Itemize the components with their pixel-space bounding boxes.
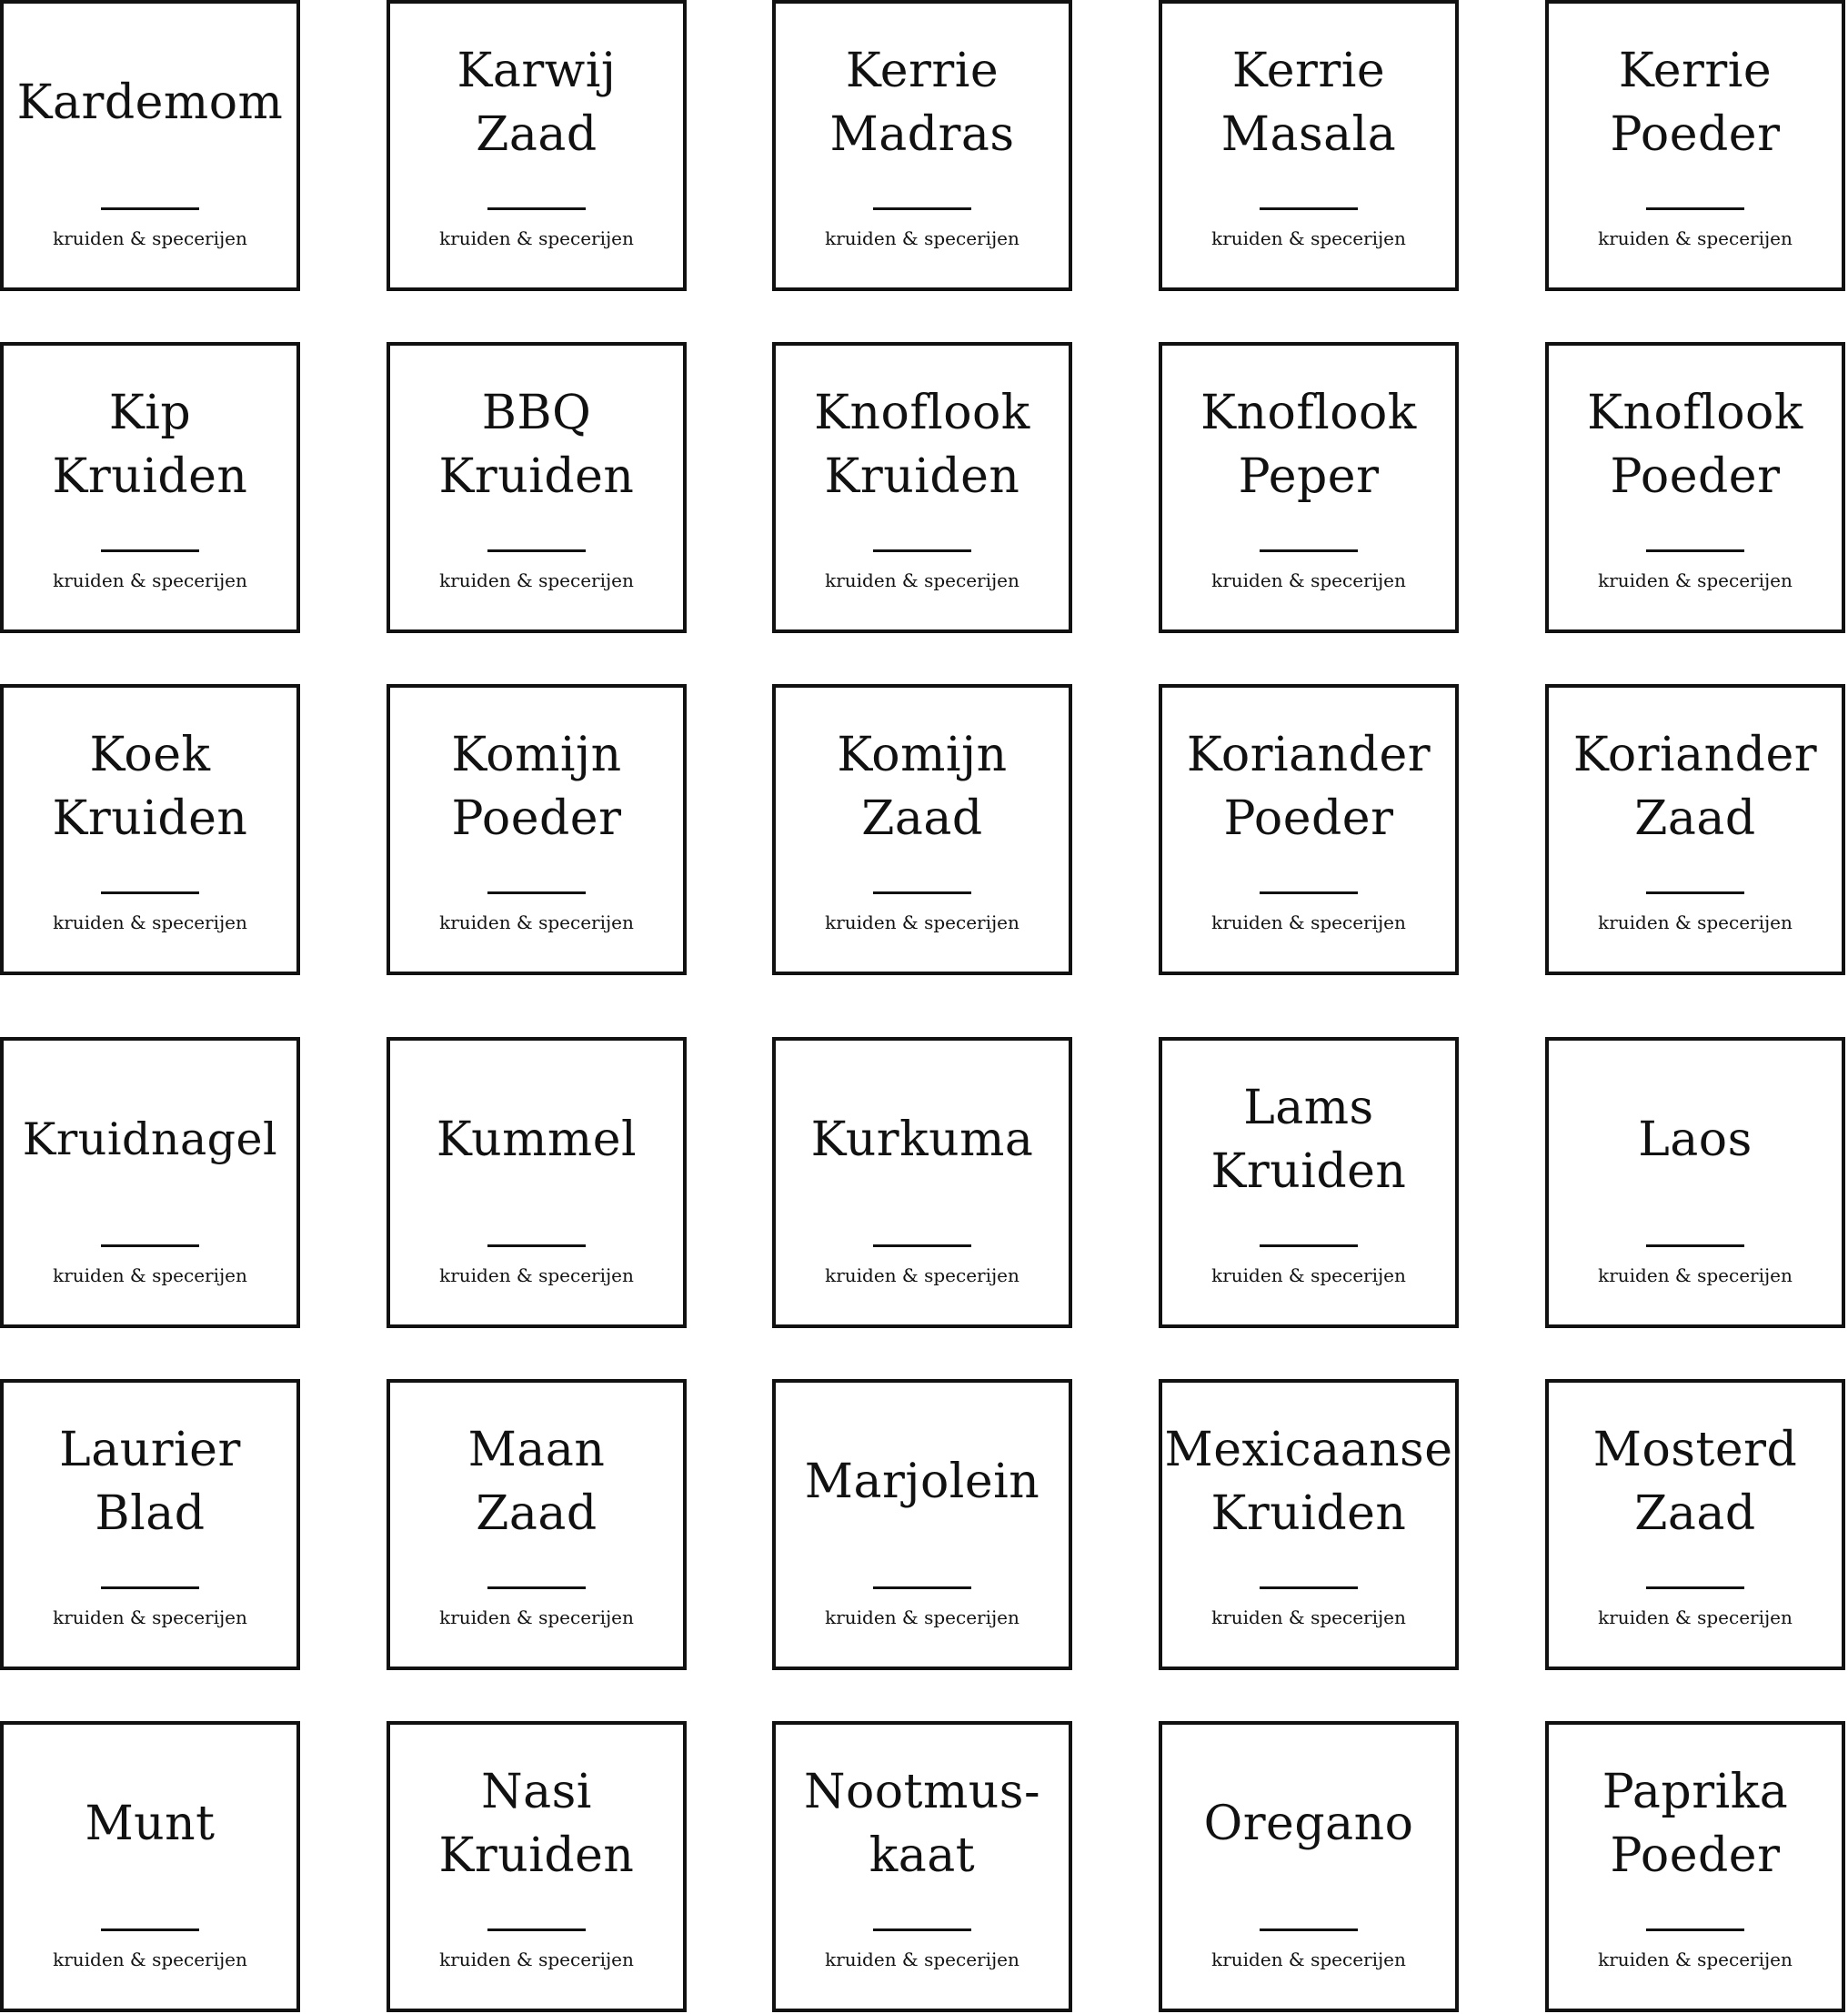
divider-line bbox=[1646, 891, 1744, 894]
divider-line bbox=[873, 207, 971, 210]
divider-line bbox=[1260, 1928, 1358, 1931]
spice-name: Kerrie Poeder bbox=[1610, 44, 1781, 162]
divider-line bbox=[1646, 1586, 1744, 1589]
spice-label bbox=[1545, 1721, 1845, 2012]
spice-name: Kummel bbox=[436, 1113, 638, 1167]
spice-name: Lams Kruiden bbox=[1210, 1081, 1407, 1199]
divider-line bbox=[1646, 1928, 1744, 1931]
label-subtitle: kruiden & specerijen bbox=[439, 1949, 634, 1970]
label-subtitle: kruiden & specerijen bbox=[1598, 911, 1793, 933]
spice-name: Mosterd Zaad bbox=[1592, 1423, 1798, 1541]
spice-name: Kurkuma bbox=[810, 1113, 1034, 1167]
divider-line bbox=[101, 1928, 199, 1931]
label-subtitle: kruiden & specerijen bbox=[53, 1606, 247, 1628]
spice-label bbox=[387, 0, 687, 291]
spice-label bbox=[0, 0, 300, 291]
label-subtitle: kruiden & specerijen bbox=[439, 1606, 634, 1628]
divider-line bbox=[487, 549, 586, 552]
spice-label bbox=[1159, 1037, 1459, 1328]
divider-line bbox=[1260, 207, 1358, 210]
spice-name: Koriander Poeder bbox=[1186, 728, 1431, 846]
spice-label bbox=[387, 342, 687, 633]
divider-line bbox=[487, 207, 586, 210]
divider-line bbox=[1260, 891, 1358, 894]
spice-name: Nootmus- kaat bbox=[803, 1765, 1041, 1883]
divider-line bbox=[1260, 1244, 1358, 1247]
label-subtitle: kruiden & specerijen bbox=[53, 1949, 247, 1970]
label-subtitle: kruiden & specerijen bbox=[1211, 1949, 1406, 1970]
divider-line bbox=[101, 1586, 199, 1589]
label-subtitle: kruiden & specerijen bbox=[439, 1264, 634, 1286]
spice-name: Knoflook Peper bbox=[1200, 386, 1417, 504]
label-subtitle: kruiden & specerijen bbox=[825, 227, 1019, 249]
spice-label bbox=[772, 0, 1072, 291]
spice-label bbox=[772, 1721, 1072, 2012]
label-subtitle: kruiden & specerijen bbox=[825, 911, 1019, 933]
spice-label bbox=[1545, 0, 1845, 291]
divider-line bbox=[1646, 1244, 1744, 1247]
spice-name: Kerrie Madras bbox=[829, 44, 1015, 162]
spice-name: Karwij Zaad bbox=[457, 44, 617, 162]
spice-name: Laos bbox=[1638, 1113, 1753, 1167]
label-subtitle: kruiden & specerijen bbox=[1211, 911, 1406, 933]
spice-label bbox=[1545, 1379, 1845, 1670]
spice-label bbox=[1159, 684, 1459, 975]
divider-line bbox=[1260, 1586, 1358, 1589]
label-subtitle: kruiden & specerijen bbox=[1598, 227, 1793, 249]
divider-line bbox=[1646, 207, 1744, 210]
divider-line bbox=[873, 1586, 971, 1589]
spice-label bbox=[0, 1379, 300, 1670]
spice-name: Knoflook Kruiden bbox=[814, 386, 1030, 504]
spice-label bbox=[1159, 1721, 1459, 2012]
spice-label bbox=[1545, 684, 1845, 975]
spice-name: Laurier Blad bbox=[59, 1423, 241, 1541]
label-subtitle: kruiden & specerijen bbox=[1211, 569, 1406, 591]
label-subtitle: kruiden & specerijen bbox=[439, 227, 634, 249]
label-subtitle: kruiden & specerijen bbox=[53, 911, 247, 933]
spice-name: Nasi Kruiden bbox=[438, 1765, 635, 1883]
divider-line bbox=[487, 891, 586, 894]
spice-name: Kardemom bbox=[16, 76, 284, 130]
label-subtitle: kruiden & specerijen bbox=[825, 1606, 1019, 1628]
label-subtitle: kruiden & specerijen bbox=[825, 569, 1019, 591]
spice-name: Komijn Poeder bbox=[451, 728, 622, 846]
spice-label bbox=[387, 1721, 687, 2012]
label-subtitle: kruiden & specerijen bbox=[1598, 1606, 1793, 1628]
spice-name: Marjolein bbox=[804, 1455, 1040, 1509]
divider-line bbox=[101, 1244, 199, 1247]
label-subtitle: kruiden & specerijen bbox=[53, 569, 247, 591]
label-subtitle: kruiden & specerijen bbox=[1211, 227, 1406, 249]
spice-label bbox=[1159, 1379, 1459, 1670]
label-subtitle: kruiden & specerijen bbox=[439, 911, 634, 933]
label-subtitle: kruiden & specerijen bbox=[825, 1264, 1019, 1286]
label-subtitle: kruiden & specerijen bbox=[1598, 1264, 1793, 1286]
label-subtitle: kruiden & specerijen bbox=[825, 1949, 1019, 1970]
label-subtitle: kruiden & specerijen bbox=[53, 227, 247, 249]
label-subtitle: kruiden & specerijen bbox=[53, 1264, 247, 1286]
divider-line bbox=[487, 1586, 586, 1589]
spice-label bbox=[0, 342, 300, 633]
spice-label bbox=[387, 684, 687, 975]
spice-label bbox=[1159, 342, 1459, 633]
spice-name: Koek Kruiden bbox=[52, 728, 248, 846]
spice-name: Oregano bbox=[1203, 1797, 1414, 1851]
spice-name: Munt bbox=[85, 1797, 216, 1851]
spice-name: Kip Kruiden bbox=[52, 386, 248, 504]
spice-label bbox=[772, 684, 1072, 975]
label-subtitle: kruiden & specerijen bbox=[1598, 569, 1793, 591]
spice-label bbox=[1545, 1037, 1845, 1328]
label-subtitle: kruiden & specerijen bbox=[1211, 1264, 1406, 1286]
divider-line bbox=[487, 1928, 586, 1931]
spice-label bbox=[387, 1379, 687, 1670]
divider-line bbox=[873, 891, 971, 894]
spice-name: Kruidnagel bbox=[22, 1113, 278, 1165]
divider-line bbox=[873, 549, 971, 552]
divider-line bbox=[873, 1244, 971, 1247]
divider-line bbox=[1646, 549, 1744, 552]
label-subtitle: kruiden & specerijen bbox=[1211, 1606, 1406, 1628]
divider-line bbox=[101, 207, 199, 210]
spice-name: Komijn Zaad bbox=[837, 728, 1008, 846]
spice-label bbox=[772, 1037, 1072, 1328]
spice-label bbox=[772, 1379, 1072, 1670]
divider-line bbox=[487, 1244, 586, 1247]
divider-line bbox=[101, 549, 199, 552]
spice-name: Paprika Poeder bbox=[1602, 1765, 1789, 1883]
label-subtitle: kruiden & specerijen bbox=[1598, 1949, 1793, 1970]
divider-line bbox=[1260, 549, 1358, 552]
spice-name: BBQ Kruiden bbox=[438, 386, 635, 504]
spice-label bbox=[0, 1037, 300, 1328]
spice-label bbox=[1545, 342, 1845, 633]
spice-name: Knoflook Poeder bbox=[1587, 386, 1803, 504]
spice-label bbox=[387, 1037, 687, 1328]
spice-name: Maan Zaad bbox=[467, 1423, 606, 1541]
label-subtitle: kruiden & specerijen bbox=[439, 569, 634, 591]
spice-name: Koriander Zaad bbox=[1572, 728, 1818, 846]
divider-line bbox=[101, 891, 199, 894]
spice-label bbox=[0, 684, 300, 975]
divider-line bbox=[873, 1928, 971, 1931]
spice-name: Kerrie Masala bbox=[1220, 44, 1397, 162]
spice-label bbox=[0, 1721, 300, 2012]
spice-label bbox=[1159, 0, 1459, 291]
spice-name: Mexicaanse Kruiden bbox=[1164, 1423, 1453, 1541]
spice-label bbox=[772, 342, 1072, 633]
